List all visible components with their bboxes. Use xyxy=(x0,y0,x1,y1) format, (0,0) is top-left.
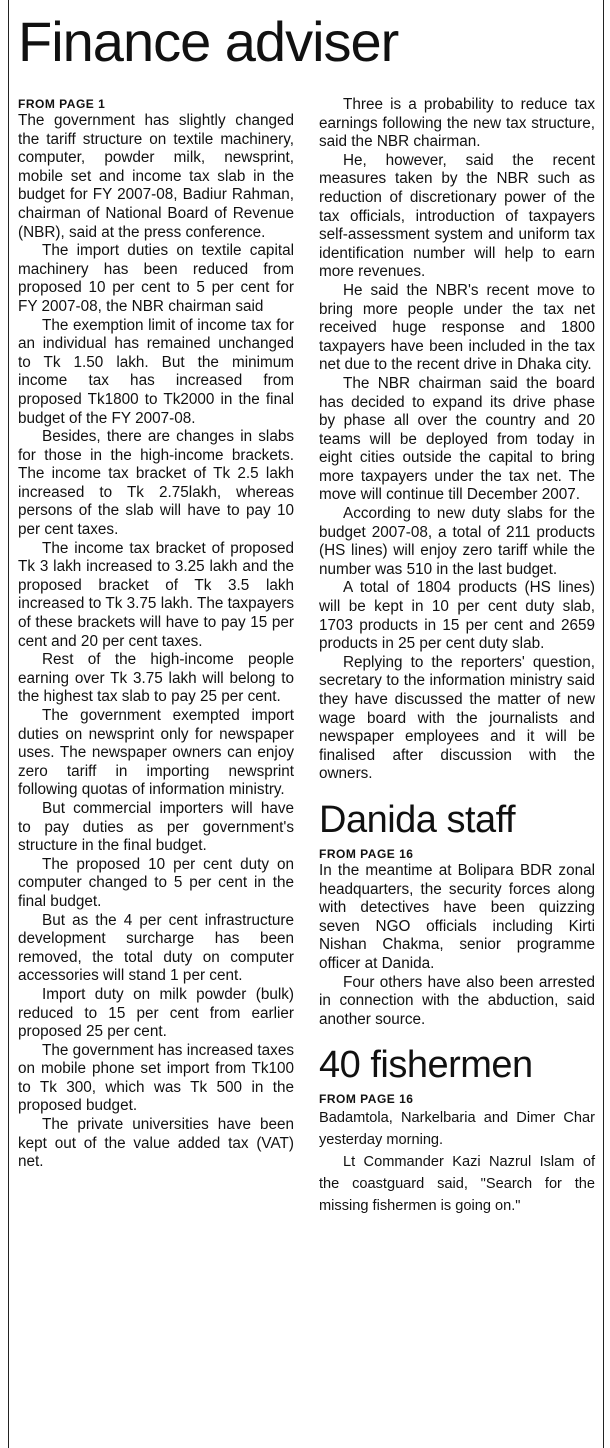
main-headline: Finance adviser xyxy=(18,10,399,73)
article-paragraph: In the meantime at Bolipara BDR zonal headquarters, the security forces along with detectives have been quizzing seven NGO officials including Kirti Nishan Chakma, senior programme officer at Danida. xyxy=(319,861,595,972)
article-paragraph: Besides, there are changes in slabs for those in the high-income brackets. The income tax bracket of Tk 2.5 lakh increased to Tk 2.75lakh, whereas persons of the slab will have to pay 10 per cent taxes. xyxy=(18,428,294,539)
article-paragraph: He, however, said the recent measures taken by the NBR such as reduction of discretionary power of the tax officials, introduction of taxpayers self-assessment system and uniform tax identification number will help to earn more revenues. xyxy=(319,151,595,281)
article-paragraph: The government has slightly changed the tariff structure on textile machinery, computer, powder milk, newsprint, mobile set and income tax slab in the budget for FY 2007-08, Badiur Rahman, chairman of National Board of Revenue (NBR), said at the press conference. xyxy=(18,112,294,241)
article-paragraph: According to new duty slabs for the budget 2007-08, a total of 211 products (HS lines) will enjoy zero tariff while the number was 510 in the last budget. xyxy=(319,505,595,578)
column-rule-left xyxy=(8,0,9,1448)
fishermen-headline: 40 fishermen xyxy=(319,1044,533,1087)
article-paragraph: Replying to the reporters' question, secretary to the information ministry said they have discussed the matter of new wage board with the journalists and newspaper employees and it will be finalised after discussion with the owners. xyxy=(319,653,595,783)
danida-article xyxy=(319,798,595,1029)
column-rule-right xyxy=(603,0,604,1448)
danida-headline: Danida staff xyxy=(319,798,516,841)
article-paragraph: The proposed 10 per cent duty on computer changed to 5 per cent in the final budget. xyxy=(18,855,294,910)
article-paragraph: The government exempted import duties on newsprint only for newspaper uses. The newspaper owners can enjoy zero tariff in importing newsprint following quotas of information ministry. xyxy=(18,707,294,799)
article-paragraph: Rest of the high-income people earning over Tk 3.75 lakh will belong to the highest tax slab to pay 25 per cent. xyxy=(18,651,294,706)
right-column xyxy=(319,96,595,1217)
article-paragraph: The private universities have been kept out of the value added tax (VAT) net. xyxy=(18,1116,294,1171)
article-paragraph: But commercial importers will have to pay duties as per government's structure in the final budget. xyxy=(18,799,294,855)
article-paragraph: Badamtola, Narkelbaria and Dimer Char yesterday morning. xyxy=(319,1110,595,1149)
article-paragraph: The import duties on textile capital machinery has been reduced from proposed 10 per cent to 5 per cent for FY 2007-08, the NBR chairman said xyxy=(18,242,294,315)
article-paragraph: The government has increased taxes on mobile phone set import from Tk100 to Tk 300, which was Tk 500 in the proposed budget. xyxy=(18,1041,294,1115)
fishermen-article xyxy=(319,1043,595,1217)
article-paragraph: He said the NBR's recent move to bring more people under the tax net received huge response and 1800 taxpayers have been included in the tax net due to the recent drive in Dhaka city. xyxy=(319,281,595,374)
jump-line: FROM PAGE 1 xyxy=(18,97,106,111)
article-paragraph: Lt Commander Kazi Nazrul Islam of the coastguard said, "Search for the missing fishermen is going on." xyxy=(319,1154,595,1215)
article-paragraph: But as the 4 per cent infrastructure development surcharge has been removed, the total duty on computer accessories will stand 1 per cent. xyxy=(18,911,294,985)
jump-line: FROM PAGE 16 xyxy=(319,1092,414,1107)
article-paragraph: The NBR chairman said the board has decided to expand its drive phase by phase all over the country and 20 teams will be deployed from today in eight cities outside the capital to bring more taxpayers under the tax net. The move will continue till December 2007. xyxy=(319,374,595,504)
jump-line: FROM PAGE 16 xyxy=(319,846,414,861)
article-paragraph: Three is a probability to reduce tax earnings following the new tax structure, said the NBR chairman. xyxy=(319,96,595,151)
article-paragraph: The income tax bracket of proposed Tk 3 lakh increased to 3.25 lakh and the proposed bracket of Tk 3.5 lakh increased to Tk 3.75 lakh. The taxpayers of these brackets will have to pay 15 per cent and 20 per cent taxes. xyxy=(18,539,294,650)
article-paragraph: Import duty on milk powder (bulk) reduced to 15 per cent from earlier proposed 25 per cent. xyxy=(18,985,294,1041)
article-paragraph: Four others have also been arrested in connection with the abduction, said another source. xyxy=(319,973,595,1028)
left-column xyxy=(18,96,294,1172)
article-paragraph: The exemption limit of income tax for an individual has remained unchanged to Tk 1.50 lakh. But the minimum income tax has increased from proposed Tk1800 to Tk2000 in the final budget of the FY 2007-08. xyxy=(18,316,294,427)
article-paragraph: A total of 1804 products (HS lines) will be kept in 10 per cent duty slab, 1703 products in 15 per cent and 2659 products in 25 per cent duty slab. xyxy=(319,579,595,653)
